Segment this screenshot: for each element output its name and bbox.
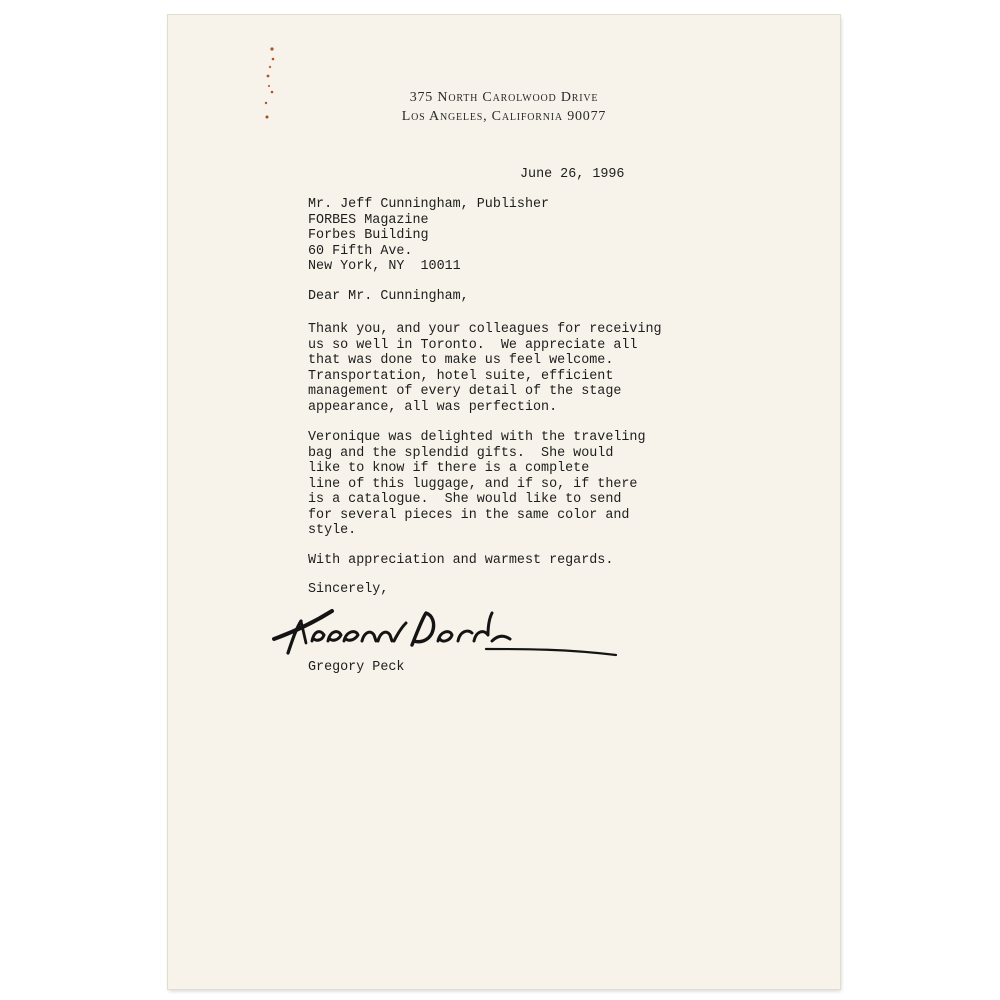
paragraph-line: is a catalogue. She would like to send <box>308 492 622 507</box>
recipient-line: FORBES Magazine <box>308 212 429 228</box>
paragraph-line: Transportation, hotel suite, efficient <box>308 368 614 384</box>
paragraph-line: that was done to make us feel welcome. <box>308 353 614 368</box>
letterhead-city: Los Angeles, California 90077 <box>401 109 607 124</box>
paragraph-line: like to know if there is a complete <box>308 461 590 476</box>
paragraph-line: appearance, all was perfection. <box>308 399 558 415</box>
paragraph-line: for several pieces in the same color and <box>308 507 630 523</box>
paragraph-line: line of this luggage, and if so, if there <box>308 476 638 492</box>
letter-date: June 26, 1996 <box>520 167 625 182</box>
letterhead-street: 375 North Carolwood Drive <box>409 90 599 105</box>
paragraph-line: Thank you, and your colleagues for receiving <box>308 322 662 337</box>
recipient-line: Forbes Building <box>308 228 429 243</box>
letter-page <box>168 15 840 989</box>
signer-name: Gregory Peck <box>308 660 405 675</box>
body-paragraph-2 <box>308 430 646 539</box>
recipient-address <box>308 197 549 275</box>
recipient-line: 60 Fifth Ave. <box>308 243 413 259</box>
recipient-line: Mr. Jeff Cunningham, Publisher <box>308 197 550 212</box>
recipient-line: New York, NY 10011 <box>308 259 461 274</box>
closing-line: With appreciation and warmest regards. <box>308 553 614 568</box>
paragraph-line: style. <box>308 523 357 538</box>
paragraph-line: Veronique was delighted with the traveling <box>308 430 646 445</box>
body-paragraph-1 <box>308 322 662 415</box>
salutation: Dear Mr. Cunningham, <box>308 289 469 304</box>
valediction: Sincerely, <box>308 582 389 597</box>
paragraph-line: bag and the splendid gifts. She would <box>308 445 614 461</box>
paragraph-line: management of every detail of the stage <box>308 384 622 399</box>
paragraph-line: us so well in Toronto. We appreciate all <box>308 337 638 353</box>
